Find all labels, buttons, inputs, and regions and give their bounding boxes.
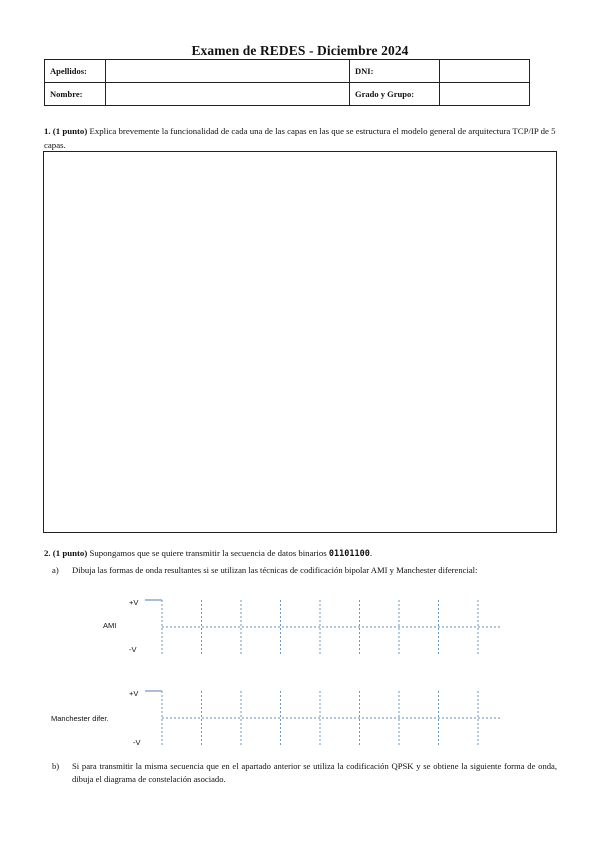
manchester-plus-label: +V xyxy=(129,689,139,698)
page-title: Examen de REDES - Diciembre 2024 xyxy=(191,43,409,58)
question-1-number: 1. (1 punto) xyxy=(44,126,88,136)
question-2-text: Supongamos que se quiere transmitir la secuencia de datos binarios xyxy=(89,548,327,558)
ami-plus-label: +V xyxy=(129,598,139,607)
question-2-number: 2. (1 punto) xyxy=(44,548,88,558)
ami-label: AMI xyxy=(103,621,117,630)
ami-minus-label: -V xyxy=(129,645,137,654)
question-1-text: Explica brevemente la funcionalidad de cada una de las capas en las que se estructura el modelo general de arquitectura TCP/IP de 5 capas. xyxy=(44,126,556,150)
part-a-label: a) xyxy=(52,565,59,575)
part-b xyxy=(52,760,557,786)
apellidos-label: Apellidos: xyxy=(45,60,106,83)
grado-label: Grado y Grupo: xyxy=(350,83,440,106)
bit-sequence: 01101100 xyxy=(328,549,370,559)
question-2-end: . xyxy=(369,548,373,558)
part-b-text: Si para transmitir la misma secuencia que en el apartado anterior se utiliza la codificación QPSK y se obtiene la siguiente forma de onda, dibuja el diagrama de constelación asociado. xyxy=(72,761,557,784)
dni-label: DNI: xyxy=(350,60,440,83)
part-a-text: Dibuja las formas de onda resultantes si se utilizan las técnicas de codificación bipolar AMI y Manchester diferencial: xyxy=(72,565,478,575)
manchester-label: Manchester difer. xyxy=(51,714,109,723)
grid-lines xyxy=(145,600,500,746)
part-b-label: b) xyxy=(52,761,60,771)
manchester-minus-label: -V xyxy=(133,738,141,747)
nombre-label: Nombre: xyxy=(45,83,106,106)
